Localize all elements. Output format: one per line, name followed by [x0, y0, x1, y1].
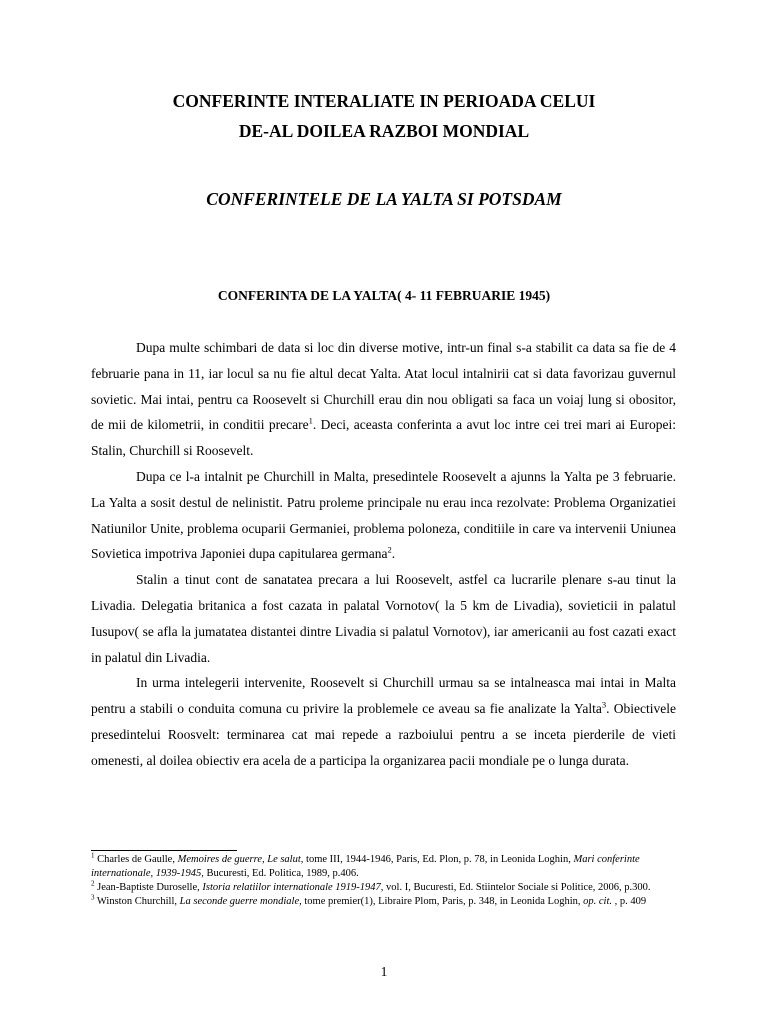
footnote-1-source-details: Bucuresti, Ed. Politica, 1989, p.406.	[203, 868, 359, 879]
subtitle-part-2: SI	[452, 189, 479, 209]
footnote-1-details: tome III, 1944-1946, Paris, Ed. Plon, p. 78, in Leonida Loghin,	[303, 854, 574, 865]
footnote-2-details: vol. I, Bucuresti, Ed. Stiintelor Sociale si Politice, 2006, p.300.	[383, 882, 651, 893]
paragraph-4-text-end: . Obiectivele presedintelui Roosvelt: terminarea cat mai repede a razboiului pentru a se inceta pierderile de vieti omenesti, al doilea obiectiv era acela de a participa la organizarea pacii mondiale pe o lunga durata.	[91, 701, 676, 768]
footnote-2-title: Istoria relatiilor internationale 1919-1947,	[202, 882, 384, 893]
paragraph-2-text: Dupa ce l-a intalnit pe Churchill in Malta, presedintele Roosevelt a ajunns la Yalta pe 3 februarie. La Yalta a sosit destul de nelinistit. Patru proleme principale nu erau inca rezolvate: Problema Organizatiei Natiunilor Unite, problema ocuparii Germaniei, problema poloneza, conditiile in care va intervenii Uniunea Sovietica impotriva Japoniei dupa capitularea germana	[91, 468, 676, 562]
paragraph-2	[91, 464, 676, 567]
footnote-3-source-title: op. cit. ,	[583, 896, 618, 907]
paragraph-4	[91, 670, 676, 773]
footnotes	[91, 853, 676, 909]
paragraph-1	[91, 335, 676, 464]
subtitle-part-1: CONFERINTELE DE LA	[206, 189, 401, 209]
paragraph-3	[91, 567, 676, 670]
footnote-2-author: Jean-Baptiste Duroselle,	[94, 882, 203, 893]
subtitle	[0, 186, 768, 212]
paragraph-3-text: Stalin a tinut cont de sanatatea precara a lui Roosevelt, astfel ca lucrarile plenare s-au tinut la Livadia. Delegatia britanica a fost cazata in palatal Vornotov( la 5 km de Livadia), sovieticii in palatul Iusupov( se afla la jumatatea distantei dintre Livadia si palatul Vornotov), iar americanii au fost cazati exact in palatul din Livadia.	[91, 572, 676, 665]
footnote-3-number: 3	[91, 893, 95, 902]
footnote-1-number: 1	[91, 851, 95, 860]
footnote-3-source-details: p. 409	[617, 896, 647, 907]
title-line-2: DE-AL DOILEA RAZBOI MONDIAL	[238, 121, 530, 141]
footnote-ref-2: 2	[387, 544, 392, 555]
footnote-3	[91, 895, 676, 909]
paragraph-4-text: In urma intelegerii intervenite, Roosevelt si Churchill urmau sa se intalneasca mai intai in Malta pentru a stabili o conduita comuna cu privire la problemele ce aveau sa fie analizate la Yalta	[91, 675, 676, 717]
footnote-3-author: Winston Churchill,	[94, 896, 180, 907]
section-heading	[0, 286, 768, 306]
footnote-separator	[91, 850, 237, 851]
body-text	[91, 335, 676, 774]
footnote-2	[91, 881, 676, 895]
paragraph-1-text: Dupa multe schimbari de data si loc din diverse motive, intr-un final s-a stabilit ca data sa fie de 4 februarie pana in 11, iar locul sa nu fie altul decat Yalta. Atat locul intalnirii cat si data favorizau guvernul sovietic. Mai intai, pentru ca Roosevelt si Churchill erau din nou obligati sa faca un voiaj lung si obositor, de mii de kilometrii, in conditii precare	[91, 340, 676, 433]
subtitle-yalta: YALTA	[400, 189, 453, 209]
footnote-1	[91, 853, 676, 881]
footnote-ref-1: 1	[308, 415, 313, 426]
paragraph-2-text-end: .	[391, 546, 396, 562]
footnote-3-details: tome premier(1), Libraire Plom, Paris, p. 348, in Leonida Loghin,	[301, 896, 584, 907]
title-line-1: CONFERINTE INTERALIATE IN PERIOADA CELUI	[172, 91, 596, 111]
page-number: 1	[380, 964, 388, 979]
section-heading-bold: CONFERINTA DE LA YALTA(	[217, 288, 402, 303]
footnote-1-source-title: Mari conferinte internationale, 1939-1945,	[91, 854, 640, 879]
footnote-3-title: La seconde guerre mondiale,	[179, 896, 302, 907]
footnote-ref-3: 3	[601, 699, 607, 710]
section-heading-dates: 4- 11 FEBRUARIE 1945)	[401, 288, 551, 303]
footnote-1-author: Charles de Gaulle,	[94, 854, 178, 865]
footnote-1-title: Memoires de guerre, Le salut,	[177, 854, 304, 865]
subtitle-potsdam: POTSDAM	[478, 189, 562, 209]
footnote-2-number: 2	[91, 879, 95, 888]
paragraph-1-text-end: . Deci, aceasta conferinta a avut loc intre cei trei mari ai Europei: Stalin, Churchill si Roosevelt.	[91, 417, 677, 459]
